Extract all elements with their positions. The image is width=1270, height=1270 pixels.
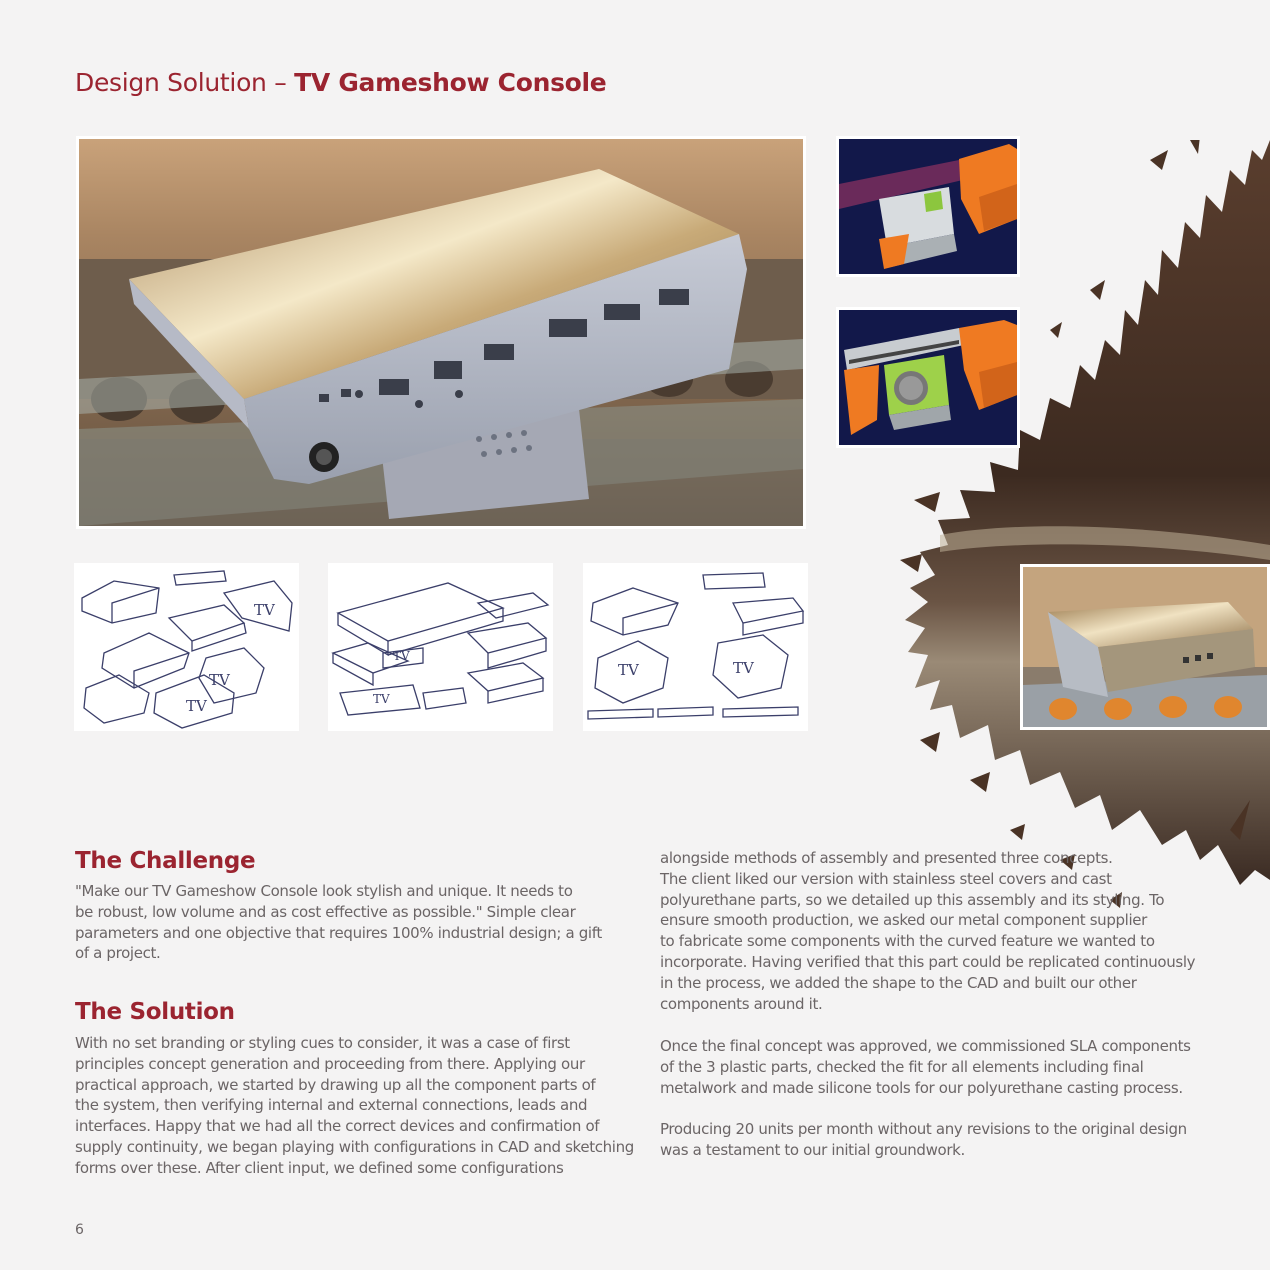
cad-render-top [836, 136, 1020, 277]
column2-paragraph-1: alongside methods of assembly and presented three concepts. The client liked our version with stainless steel covers and cast polyurethane parts, so we detailed up this assembly and its styling. To ensure smooth production, we asked our metal component supplier to fabricate some components with the curved feature we wanted to incorporate. Having verified that this part could be replicated continuously in the process, we added the shape to the CAD and built our other components around it. [660, 849, 1196, 1013]
sketch-3-label-a: TV [618, 661, 639, 679]
sketch-1-label-a: TV [209, 671, 230, 689]
page-title [75, 68, 606, 97]
solution-text: With no set branding or styling cues to consider, it was a case of first principles concept generation and proceeding from there. Applying our practical approach, we started by drawing up all the component parts of the system, then verifying internal and external connections, leads and interfaces. Happy that we had all the correct devices and confirmation of supply continuity, we began playing with configurations in CAD and sketching forms over these. After client input, we defined some configurations [75, 1034, 634, 1177]
page-title-light: Design Solution – [75, 68, 295, 97]
challenge-heading: The Challenge [75, 848, 256, 874]
column2-paragraph-3: Producing 20 units per month without any revisions to the original design was a testament to our initial groundwork. [660, 1120, 1187, 1159]
concept-sketch-3 [583, 563, 808, 731]
sketch-1-label-c: TV [186, 697, 207, 715]
console-photo [76, 136, 806, 529]
sketch-3-label-b: TV [733, 659, 754, 677]
column2-paragraph-2: Once the final concept was approved, we commissioned SLA components of the 3 plastic parts, checked the fit for all elements including final metalwork and made silicone tools for our polyurethane casting process. [660, 1037, 1191, 1097]
console-inset-photo [1020, 564, 1270, 730]
concept-sketch-2 [328, 563, 553, 731]
sketch-1-label-b: TV [254, 601, 275, 619]
challenge-text: "Make our TV Gameshow Console look stylish and unique. It needs to be robust, low volume and as cost effective as possible." Simple clear parameters and one objective that requires 100% industrial design; a gift of a project. [75, 882, 602, 963]
cad-render-bottom [836, 307, 1020, 448]
page-title-bold: TV Gameshow Console [294, 68, 607, 97]
sketch-2-label-a: TV [393, 649, 410, 663]
solution-heading: The Solution [75, 999, 235, 1025]
concept-sketch-1 [74, 563, 299, 731]
page-number: 6 [75, 1222, 84, 1238]
sketch-2-label-b: TV [373, 692, 390, 706]
